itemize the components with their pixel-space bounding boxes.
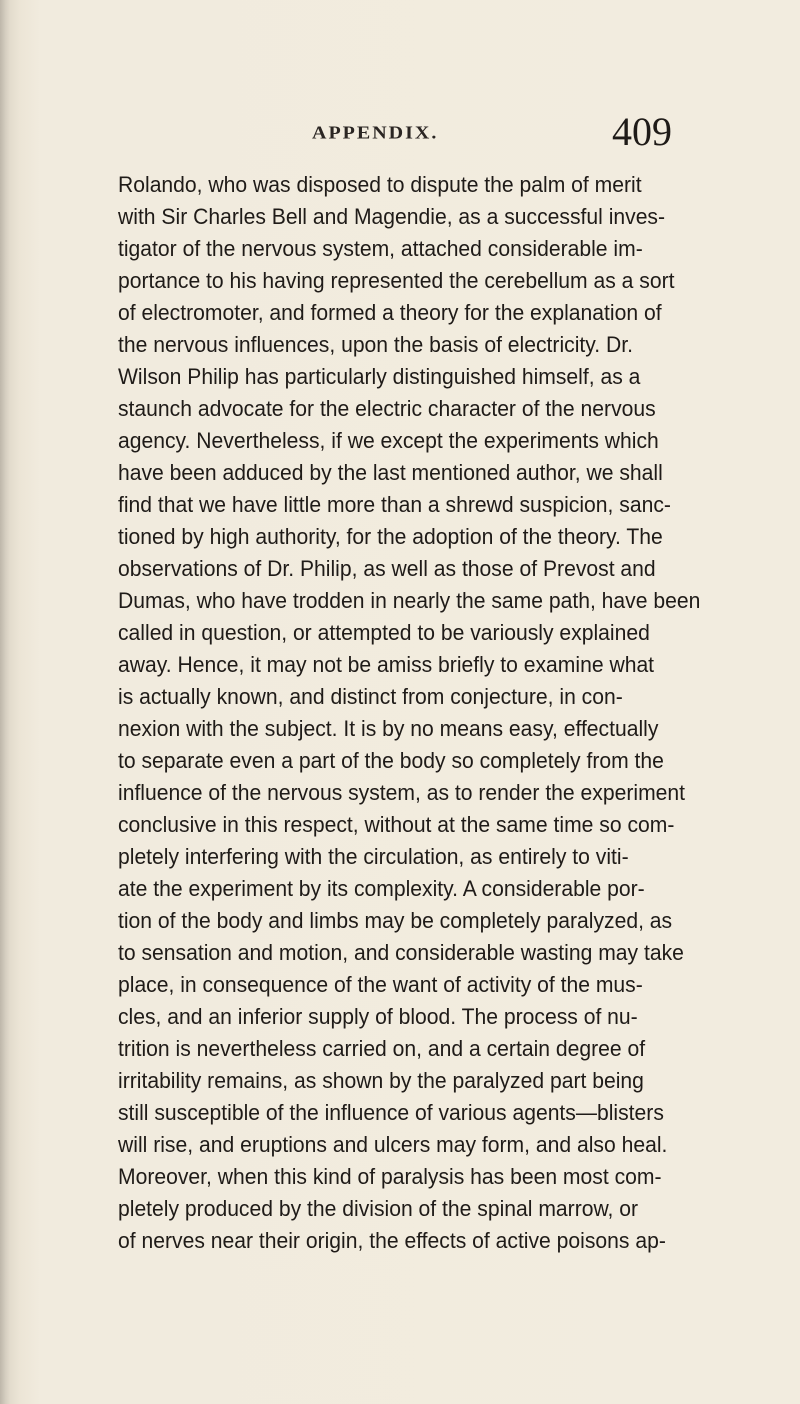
page-gutter-shadow [0,0,10,1404]
text-line: still susceptible of the influence of various agents—blisters [118,1100,664,1125]
text-line: irritability remains, as shown by the paralyzed part being [118,1068,644,1093]
text-line: called in question, or attempted to be variously explained [118,620,650,645]
text-line: trition is nevertheless carried on, and a certain degree of [118,1036,646,1061]
text-line: of nerves near their origin, the effects of active poisons ap- [118,1228,666,1253]
text-line: Wilson Philip has particularly distinguished himself, as a [118,364,641,389]
running-title: APPENDIX. [312,123,439,144]
text-line: Dumas, who have trodden in nearly the same path, have been [118,588,701,613]
text-line: to separate even a part of the body so completely from the [118,748,664,773]
text-line: is actually known, and distinct from conjecture, in con- [118,684,623,709]
text-line: of electromoter, and formed a theory for the explanation of [118,300,662,325]
text-line: pletely interfering with the circulation, as entirely to viti- [118,844,629,869]
text-line: staunch advocate for the electric character of the nervous [118,396,656,421]
running-head [0,108,800,154]
text-line: influence of the nervous system, as to render the experiment [118,780,686,805]
text-line: portance to his having represented the cerebellum as a sort [118,268,675,293]
text-line: cles, and an inferior supply of blood. The process of nu- [118,1004,638,1029]
text-line: will rise, and eruptions and ulcers may form, and also heal. [118,1132,668,1157]
text-line: agency. Nevertheless, if we except the experiments which [118,428,659,453]
text-line: Rolando, who was disposed to dispute the palm of merit [118,172,642,197]
text-line: place, in consequence of the want of activity of the mus- [118,972,643,997]
text-line: the nervous influences, upon the basis of electricity. Dr. [118,332,633,357]
text-line: ate the experiment by its complexity. A considerable por- [118,876,645,901]
text-line: tion of the body and limbs may be completely paralyzed, as [118,908,673,933]
text-line: Moreover, when this kind of paralysis has been most com- [118,1164,662,1189]
page-number: 409 [612,109,672,154]
text-line: have been adduced by the last mentioned author, we shall [118,460,663,485]
text-line: with Sir Charles Bell and Magendie, as a successful inves- [118,204,666,229]
text-line: observations of Dr. Philip, as well as those of Prevost and [118,556,656,581]
text-line: tioned by high authority, for the adoption of the theory. The [118,524,663,549]
text-line: nexion with the subject. It is by no means easy, effectually [118,716,659,741]
text-line: find that we have little more than a shrewd suspicion, sanc- [118,492,671,517]
text-line: tigator of the nervous system, attached considerable im- [118,236,643,261]
text-line: pletely produced by the division of the spinal marrow, or [118,1196,639,1221]
text-line: away. Hence, it may not be amiss briefly to examine what [118,652,655,677]
text-line: conclusive in this respect, without at the same time so com- [118,812,675,837]
text-line: to sensation and motion, and considerable wasting may take [118,940,684,965]
